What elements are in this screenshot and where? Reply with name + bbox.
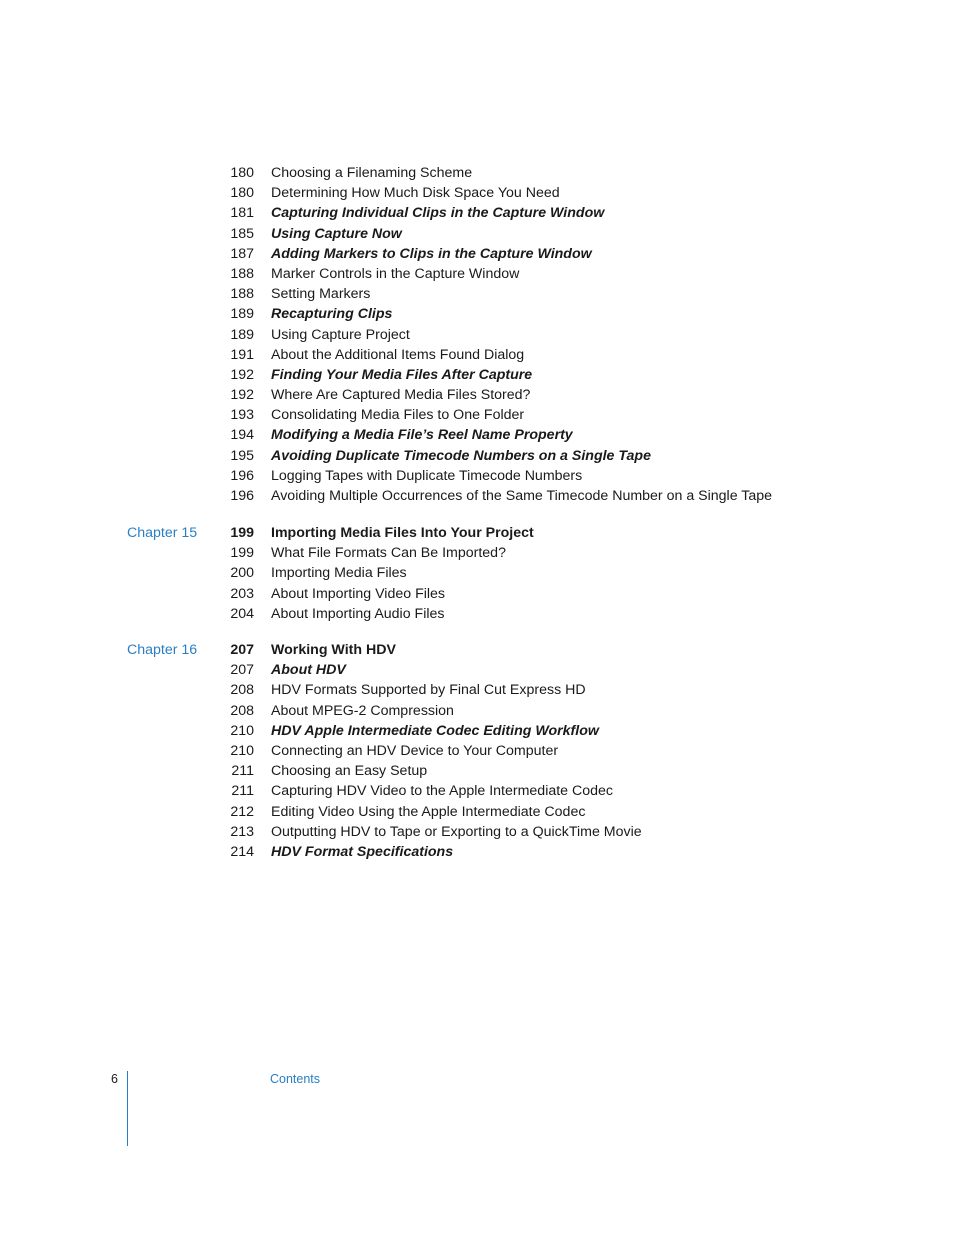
toc-entry[interactable] bbox=[0, 563, 954, 583]
toc-entry-page: 213 bbox=[230, 823, 254, 840]
toc-entry-page: 180 bbox=[230, 185, 254, 202]
toc-entry-title: Outputting HDV to Tape or Exporting to a QuickTime Movie bbox=[271, 823, 642, 840]
toc-entry-title: About the Additional Items Found Dialog bbox=[271, 346, 525, 363]
toc-entry-page: 195 bbox=[230, 447, 254, 464]
chapter-15-label: Chapter 15 bbox=[127, 525, 198, 541]
toc-entry[interactable] bbox=[0, 365, 954, 385]
footer-page-number: 6 bbox=[111, 1072, 118, 1086]
chapter-15-entries bbox=[0, 543, 954, 624]
toc-entry-page: 208 bbox=[230, 702, 254, 719]
toc-entry[interactable] bbox=[0, 203, 954, 223]
toc-entry-page: 207 bbox=[230, 662, 254, 679]
toc-entry[interactable] bbox=[0, 466, 954, 486]
toc-entry-page: 192 bbox=[230, 387, 254, 404]
toc-entry-page: 210 bbox=[230, 722, 254, 739]
toc-entry[interactable] bbox=[0, 183, 954, 203]
toc-entry[interactable] bbox=[0, 802, 954, 822]
toc-entry-page: 181 bbox=[230, 205, 254, 222]
chapter-15-heading-row[interactable] bbox=[0, 523, 954, 543]
toc-entry[interactable] bbox=[0, 264, 954, 284]
toc-entry[interactable] bbox=[0, 163, 954, 183]
toc-entry[interactable] bbox=[0, 842, 954, 862]
toc-entry[interactable] bbox=[0, 224, 954, 244]
toc-entry[interactable] bbox=[0, 701, 954, 721]
toc-entry-title: Importing Media Files bbox=[271, 565, 407, 582]
toc-entry[interactable] bbox=[0, 244, 954, 264]
toc-entry-title: Recapturing Clips bbox=[271, 306, 393, 323]
toc-entry[interactable] bbox=[0, 486, 954, 506]
toc-entry-title: HDV Format Specifications bbox=[271, 843, 454, 860]
toc-list-top bbox=[0, 163, 954, 506]
toc-entry[interactable] bbox=[0, 345, 954, 365]
footer-section-link[interactable]: Contents bbox=[270, 1072, 321, 1086]
toc-entry-title: HDV Formats Supported by Final Cut Express HD bbox=[271, 682, 586, 699]
toc-entry[interactable] bbox=[0, 304, 954, 324]
toc-entry-page: 193 bbox=[230, 407, 254, 424]
toc-entry-title: Finding Your Media Files After Capture bbox=[271, 366, 533, 383]
chapter-15-page: 199 bbox=[230, 525, 254, 541]
chapter-16-label: Chapter 16 bbox=[127, 642, 198, 658]
toc-entry[interactable] bbox=[0, 761, 954, 781]
toc-entry-page: 189 bbox=[230, 326, 254, 343]
chapter-15-title: Importing Media Files Into Your Project bbox=[271, 525, 534, 541]
toc-entry-page: 199 bbox=[230, 545, 254, 562]
toc-entry-page: 185 bbox=[230, 225, 254, 242]
toc-entry[interactable] bbox=[0, 680, 954, 700]
toc-entry-title: Logging Tapes with Duplicate Timecode Numbers bbox=[271, 467, 583, 484]
toc-entry-page: 194 bbox=[230, 427, 254, 444]
toc-entry-title: About Importing Audio Files bbox=[271, 605, 445, 622]
toc-entry-title: What File Formats Can Be Imported? bbox=[271, 545, 506, 562]
toc-entry-title: Where Are Captured Media Files Stored? bbox=[271, 387, 531, 404]
toc-entry-page: 188 bbox=[230, 265, 254, 282]
chapter-16-section bbox=[0, 640, 954, 862]
toc-entry-title: About HDV bbox=[271, 662, 346, 679]
toc-entry-title: Using Capture Project bbox=[271, 326, 410, 343]
toc-entry-page: 212 bbox=[230, 803, 254, 820]
chapter-16-heading-row[interactable] bbox=[0, 640, 954, 660]
toc-entry[interactable] bbox=[0, 385, 954, 405]
toc-entry[interactable] bbox=[0, 660, 954, 680]
toc-entry-title: Using Capture Now bbox=[271, 225, 402, 242]
toc-entry-page: 191 bbox=[230, 346, 254, 363]
toc-entry[interactable] bbox=[0, 425, 954, 445]
toc-entry[interactable] bbox=[0, 543, 954, 563]
toc-entry-title: Setting Markers bbox=[271, 286, 371, 303]
chapter-16-title: Working With HDV bbox=[271, 642, 396, 658]
toc-entry[interactable] bbox=[0, 721, 954, 741]
toc-entry-page: 214 bbox=[230, 843, 254, 860]
toc-entry-page: 196 bbox=[230, 488, 254, 504]
toc-entry[interactable] bbox=[0, 325, 954, 345]
toc-entry[interactable] bbox=[0, 741, 954, 761]
toc-entry-title: Connecting an HDV Device to Your Computer bbox=[271, 742, 559, 759]
toc-entry-title: About MPEG-2 Compression bbox=[271, 702, 454, 719]
footer-rule bbox=[127, 1071, 128, 1146]
toc-entry-page: 188 bbox=[230, 286, 254, 303]
toc-entry-page: 203 bbox=[230, 585, 254, 602]
toc-entry-page: 211 bbox=[231, 763, 254, 780]
toc-entry[interactable] bbox=[0, 781, 954, 801]
toc-entry-page: 189 bbox=[230, 306, 254, 323]
toc-entry-page: 196 bbox=[230, 467, 254, 484]
toc-entry-title: Determining How Much Disk Space You Need bbox=[271, 185, 560, 202]
toc-entry-title: Avoiding Duplicate Timecode Numbers on a Single Tape bbox=[271, 447, 651, 464]
toc-entry[interactable] bbox=[0, 405, 954, 425]
toc-entry-title: Choosing an Easy Setup bbox=[271, 763, 428, 780]
toc-entry[interactable] bbox=[0, 604, 954, 624]
toc-entry-page: 180 bbox=[230, 165, 254, 181]
toc-entry[interactable] bbox=[0, 822, 954, 842]
toc-entry-title: HDV Apple Intermediate Codec Editing Workflow bbox=[271, 722, 599, 739]
toc-entry[interactable] bbox=[0, 284, 954, 304]
toc-entry-title: Capturing Individual Clips in the Capture Window bbox=[271, 205, 605, 222]
chapter-16-entries bbox=[0, 660, 954, 862]
toc-entry-page: 192 bbox=[230, 366, 254, 383]
toc-entry-page: 187 bbox=[230, 245, 254, 262]
toc-entry-title: Adding Markers to Clips in the Capture Window bbox=[271, 245, 592, 262]
toc-entry-title: About Importing Video Files bbox=[271, 585, 446, 602]
toc-entry[interactable] bbox=[0, 446, 954, 466]
toc-entry-page: 200 bbox=[230, 565, 254, 582]
toc-entry-title: Modifying a Media File’s Reel Name Property bbox=[271, 427, 573, 444]
toc-entry-title: Consolidating Media Files to One Folder bbox=[271, 407, 525, 424]
toc-entry-page: 204 bbox=[230, 605, 254, 622]
toc-entry-title: Choosing a Filenaming Scheme bbox=[271, 165, 473, 181]
toc-entry-page: 210 bbox=[230, 742, 254, 759]
toc-entry-title: Marker Controls in the Capture Window bbox=[271, 265, 520, 282]
chapter-15-section bbox=[0, 523, 954, 624]
chapter-16-page: 207 bbox=[230, 642, 254, 658]
toc-entry-page: 211 bbox=[231, 783, 254, 800]
toc-entry-title: Editing Video Using the Apple Intermediate Codec bbox=[271, 803, 586, 820]
toc-entry-title: Capturing HDV Video to the Apple Intermediate Codec bbox=[271, 783, 614, 800]
toc-entry[interactable] bbox=[0, 584, 954, 604]
toc-entry-page: 208 bbox=[230, 682, 254, 699]
toc-entry-title: Avoiding Multiple Occurrences of the Same Timecode Number on a Single Tape bbox=[271, 488, 773, 504]
